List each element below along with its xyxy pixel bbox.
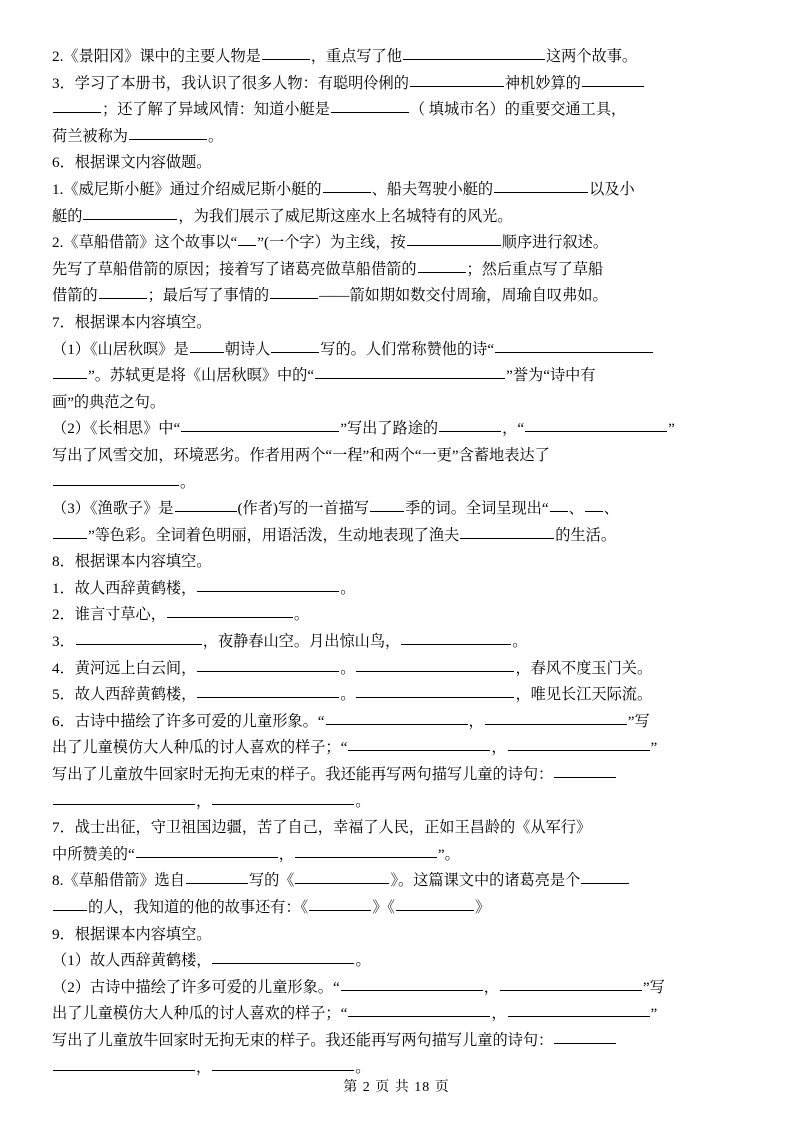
text-run: 3． bbox=[52, 633, 75, 651]
text-run: 。 bbox=[293, 606, 310, 624]
fill-in-blank[interactable] bbox=[53, 1055, 195, 1071]
text-run: 1.《威尼斯小艇》通过介绍威尼斯小艇的 bbox=[52, 180, 322, 198]
text-run: （2）《长相思》中“ bbox=[52, 420, 181, 438]
text-line bbox=[52, 204, 741, 231]
text-line bbox=[52, 470, 741, 497]
fill-in-blank[interactable] bbox=[460, 523, 554, 539]
text-line bbox=[52, 762, 741, 789]
text-run: 。 bbox=[207, 127, 224, 145]
text-run: ，重点写了他 bbox=[310, 48, 402, 65]
fill-in-blank[interactable] bbox=[53, 789, 195, 805]
fill-in-blank[interactable] bbox=[186, 868, 248, 884]
fill-in-blank[interactable] bbox=[326, 709, 468, 725]
text-run: ”写 bbox=[642, 978, 665, 996]
fill-in-blank[interactable] bbox=[323, 177, 371, 193]
text-run: ” bbox=[650, 739, 658, 757]
fill-in-blank[interactable] bbox=[370, 496, 404, 512]
text-line bbox=[52, 815, 741, 842]
text-run: 借箭的 bbox=[52, 287, 98, 305]
text-line bbox=[52, 602, 741, 629]
text-run: 8.《草船借箭》选自 bbox=[52, 872, 185, 890]
text-run: （1）故人西辞黄鹤楼， bbox=[52, 952, 212, 970]
text-run: 写出了儿童放牛回家时无拘无束的样子。我还能再写两句描写儿童的诗句： bbox=[52, 1031, 554, 1049]
fill-in-blank[interactable] bbox=[53, 470, 179, 486]
fill-in-blank[interactable] bbox=[407, 230, 501, 246]
text-run: 2.《景阳冈》课中的主要人物是 bbox=[52, 48, 261, 65]
fill-in-blank[interactable] bbox=[585, 496, 603, 512]
text-run: 。 bbox=[340, 579, 356, 597]
page-footer: 第 2 页 共 18 页 bbox=[343, 1080, 450, 1095]
text-run: 。 bbox=[512, 633, 528, 651]
text-line bbox=[52, 842, 741, 869]
text-run: 7．根据课本内容填空。 bbox=[52, 313, 212, 331]
text-run: 8．根据课本内容填空。 bbox=[52, 553, 212, 571]
text-run: （1）《山居秋暝》是 bbox=[52, 340, 189, 358]
text-run: 中所赞美的“ bbox=[52, 845, 135, 863]
text-run: ”写出了路途的 bbox=[340, 420, 439, 438]
text-run: 1．故人西辞黄鹤楼， bbox=[52, 579, 197, 597]
text-line bbox=[52, 124, 741, 151]
text-run: ” bbox=[668, 420, 675, 438]
text-line bbox=[52, 922, 741, 949]
fill-in-blank[interactable] bbox=[554, 762, 616, 778]
text-run: 2.《草船借箭》这个故事以“ bbox=[52, 234, 238, 252]
text-run: 这两个故事。 bbox=[545, 48, 638, 65]
document-body bbox=[52, 44, 741, 1081]
text-line bbox=[52, 709, 741, 736]
fill-in-blank[interactable] bbox=[341, 975, 483, 991]
text-line bbox=[52, 177, 741, 204]
text-run: ”写 bbox=[627, 712, 650, 730]
text-run: 4．黄河远上白云间， bbox=[52, 659, 197, 677]
text-run: ” bbox=[650, 1005, 658, 1023]
text-run: 写的《 bbox=[248, 872, 295, 890]
text-run: 3．学习了本册书，我认识了很多人物：有聪明伶俐的 bbox=[52, 74, 409, 92]
fill-in-blank[interactable] bbox=[197, 682, 339, 698]
fill-in-blank[interactable] bbox=[190, 337, 224, 353]
text-run: (作者)写的一首描写 bbox=[237, 500, 370, 518]
text-line bbox=[52, 1001, 741, 1028]
text-run: 5．故人西辞黄鹤楼， bbox=[52, 686, 197, 704]
text-line bbox=[52, 868, 741, 895]
text-run: ，“ bbox=[502, 420, 525, 438]
fill-in-blank[interactable] bbox=[99, 283, 147, 299]
fill-in-blank[interactable] bbox=[550, 496, 568, 512]
fill-in-blank[interactable] bbox=[212, 789, 354, 805]
text-run: ， bbox=[468, 712, 484, 730]
text-line bbox=[52, 71, 741, 98]
text-run: ， bbox=[196, 792, 212, 810]
text-line bbox=[52, 682, 741, 709]
text-run: ， bbox=[491, 1005, 507, 1023]
fill-in-blank[interactable] bbox=[331, 97, 409, 113]
text-run: 》《 bbox=[372, 899, 395, 916]
text-run: 的人，我知道的他的故事还有：《 bbox=[88, 899, 309, 916]
text-line bbox=[52, 789, 741, 816]
text-run: 9．根据课本内容填空。 bbox=[52, 925, 212, 943]
text-run: 。 bbox=[340, 659, 356, 677]
text-run: 7．战士出征，守卫祖国边疆，苦了自己，幸福了人民，正如王昌龄的《从军行》 bbox=[52, 819, 592, 837]
text-line bbox=[52, 656, 741, 683]
text-line bbox=[52, 416, 741, 443]
text-run: 》 bbox=[475, 899, 491, 916]
text-run: 6．古诗中描绘了许多可爱的儿童形象。“ bbox=[52, 712, 325, 730]
fill-in-blank[interactable] bbox=[348, 1001, 490, 1017]
fill-in-blank[interactable] bbox=[270, 283, 318, 299]
text-run: （ 填城市名）的重要交通工具， bbox=[409, 101, 627, 119]
text-run: 先写了草船借箭的原因；接着写了诸葛亮做草船借箭的 bbox=[52, 260, 417, 278]
fill-in-blank[interactable] bbox=[197, 576, 339, 592]
text-run: 。 bbox=[340, 686, 356, 704]
text-line bbox=[52, 283, 741, 310]
fill-in-blank[interactable] bbox=[403, 44, 545, 60]
fill-in-blank[interactable] bbox=[356, 656, 514, 672]
fill-in-blank[interactable] bbox=[212, 948, 354, 964]
text-run: ；还了解了异域风情：知道小艇是 bbox=[102, 101, 330, 119]
text-run: 季的词。全词呈现出“ bbox=[405, 500, 549, 518]
fill-in-blank[interactable] bbox=[212, 1055, 354, 1071]
fill-in-blank[interactable] bbox=[581, 868, 629, 884]
fill-in-blank[interactable] bbox=[175, 496, 237, 512]
text-run: 写出了儿童放牛回家时无拘无束的样子。我还能再写两句描写儿童的诗句： bbox=[52, 766, 554, 784]
fill-in-blank[interactable] bbox=[554, 1028, 616, 1044]
text-run: 2．谁言寸草心， bbox=[52, 606, 166, 624]
text-run: ”(一个字）为主线，按 bbox=[257, 234, 406, 252]
fill-in-blank[interactable] bbox=[494, 177, 588, 193]
text-run: 写的。人们常称赞他的诗“ bbox=[320, 340, 495, 358]
text-run: 出了儿童模仿大人种瓜的讨人喜欢的样子；“ bbox=[52, 739, 348, 757]
text-run: ——箭如期如数交付周瑜，周瑜自叹弗如。 bbox=[319, 287, 608, 305]
text-line bbox=[52, 44, 741, 71]
fill-in-blank[interactable] bbox=[508, 1001, 650, 1017]
fill-in-blank[interactable] bbox=[309, 895, 371, 911]
text-run: 、 bbox=[568, 500, 584, 518]
fill-in-blank[interactable] bbox=[238, 230, 256, 246]
text-run: （2）古诗中描绘了许多可爱的儿童形象。“ bbox=[52, 978, 340, 996]
fill-in-blank[interactable] bbox=[53, 97, 101, 113]
fill-in-blank[interactable] bbox=[53, 895, 87, 911]
fill-in-blank[interactable] bbox=[295, 842, 437, 858]
fill-in-blank[interactable] bbox=[525, 416, 667, 432]
text-run: 》。这篇课文中的诸葛亮是个 bbox=[390, 872, 581, 890]
fill-in-blank[interactable] bbox=[262, 44, 310, 60]
text-line bbox=[52, 150, 741, 177]
fill-in-blank[interactable] bbox=[53, 363, 87, 379]
text-line bbox=[52, 549, 741, 576]
text-run: 以及小 bbox=[589, 180, 635, 198]
fill-in-blank[interactable] bbox=[418, 257, 466, 273]
fill-in-blank[interactable] bbox=[76, 629, 202, 645]
text-run: 朝诗人 bbox=[224, 340, 271, 358]
text-run: ， bbox=[491, 739, 507, 757]
fill-in-blank[interactable] bbox=[83, 204, 177, 220]
text-line bbox=[52, 443, 741, 470]
fill-in-blank[interactable] bbox=[167, 602, 293, 618]
text-line bbox=[52, 390, 741, 417]
text-run: 、船夫驾驶小艇的 bbox=[371, 180, 494, 198]
text-run: 。 bbox=[355, 792, 371, 810]
fill-in-blank[interactable] bbox=[181, 416, 339, 432]
text-run: 的生活。 bbox=[555, 526, 616, 544]
text-run: 、 bbox=[603, 500, 619, 518]
text-run: 。 bbox=[355, 1058, 371, 1076]
fill-in-blank[interactable] bbox=[136, 842, 278, 858]
text-run: 荷兰被称为 bbox=[52, 127, 128, 145]
text-run: ”。 bbox=[437, 845, 460, 863]
text-run: ，夜静春山空。月出惊山鸟， bbox=[202, 633, 401, 651]
text-run: 。 bbox=[355, 952, 371, 970]
text-run: 神机妙算的 bbox=[504, 74, 581, 92]
text-run: 写出了风雪交加，环境恶劣。作者用两个“一程”和两个“一更”含蓄地表达了 bbox=[52, 446, 550, 464]
fill-in-blank[interactable] bbox=[129, 124, 207, 140]
text-run: ；然后重点写了草船 bbox=[466, 260, 604, 278]
text-run: 顺序进行叙述。 bbox=[501, 234, 609, 252]
text-run: ，唯见长江天际流。 bbox=[515, 686, 653, 704]
text-line bbox=[52, 735, 741, 762]
text-line bbox=[52, 310, 741, 337]
text-line bbox=[52, 257, 741, 284]
text-run: ， bbox=[483, 978, 499, 996]
text-run: （3）《渔歌子》是 bbox=[52, 500, 174, 518]
text-run: ，春风不度玉门关。 bbox=[515, 659, 653, 677]
text-line bbox=[52, 895, 741, 922]
text-run: 画”的典范之句。 bbox=[52, 393, 166, 411]
fill-in-blank[interactable] bbox=[356, 682, 514, 698]
text-line bbox=[52, 576, 741, 603]
text-line bbox=[52, 337, 741, 364]
text-run: 出了儿童模仿大人种瓜的讨人喜欢的样子；“ bbox=[52, 1005, 348, 1023]
fill-in-blank[interactable] bbox=[485, 709, 627, 725]
text-run: 。 bbox=[180, 473, 196, 491]
text-run: 艇的 bbox=[52, 207, 83, 225]
text-line bbox=[52, 629, 741, 656]
fill-in-blank[interactable] bbox=[495, 337, 653, 353]
text-line bbox=[52, 975, 741, 1002]
text-run: ”等色彩。全词着色明丽，用语活泼，生动地表现了渔夫 bbox=[88, 526, 460, 544]
text-run: ，为我们展示了威尼斯这座水上名城特有的风光。 bbox=[178, 207, 513, 225]
fill-in-blank[interactable] bbox=[295, 868, 389, 884]
fill-in-blank[interactable] bbox=[410, 71, 504, 87]
fill-in-blank[interactable] bbox=[439, 416, 501, 432]
fill-in-blank[interactable] bbox=[500, 975, 642, 991]
text-run: ”誉为“诗中有 bbox=[506, 367, 596, 385]
text-run: 6．根据课文内容做题。 bbox=[52, 154, 212, 172]
fill-in-blank[interactable] bbox=[582, 71, 644, 87]
fill-in-blank[interactable] bbox=[271, 337, 319, 353]
fill-in-blank[interactable] bbox=[348, 735, 490, 751]
fill-in-blank[interactable] bbox=[401, 629, 511, 645]
text-run: ”。苏轼更是将《山居秋暝》中的“ bbox=[88, 367, 315, 385]
text-line bbox=[52, 948, 741, 975]
fill-in-blank[interactable] bbox=[197, 656, 339, 672]
text-line bbox=[52, 1028, 741, 1055]
text-run: ， bbox=[196, 1058, 212, 1076]
fill-in-blank[interactable] bbox=[396, 895, 474, 911]
text-line bbox=[52, 230, 741, 257]
text-run: ， bbox=[278, 845, 294, 863]
text-line bbox=[52, 97, 741, 124]
text-line bbox=[52, 363, 741, 390]
text-run: ；最后写了事情的 bbox=[147, 287, 270, 305]
fill-in-blank[interactable] bbox=[508, 735, 650, 751]
fill-in-blank[interactable] bbox=[315, 363, 505, 379]
text-line bbox=[52, 496, 741, 523]
fill-in-blank[interactable] bbox=[53, 523, 87, 539]
text-line bbox=[52, 523, 741, 550]
